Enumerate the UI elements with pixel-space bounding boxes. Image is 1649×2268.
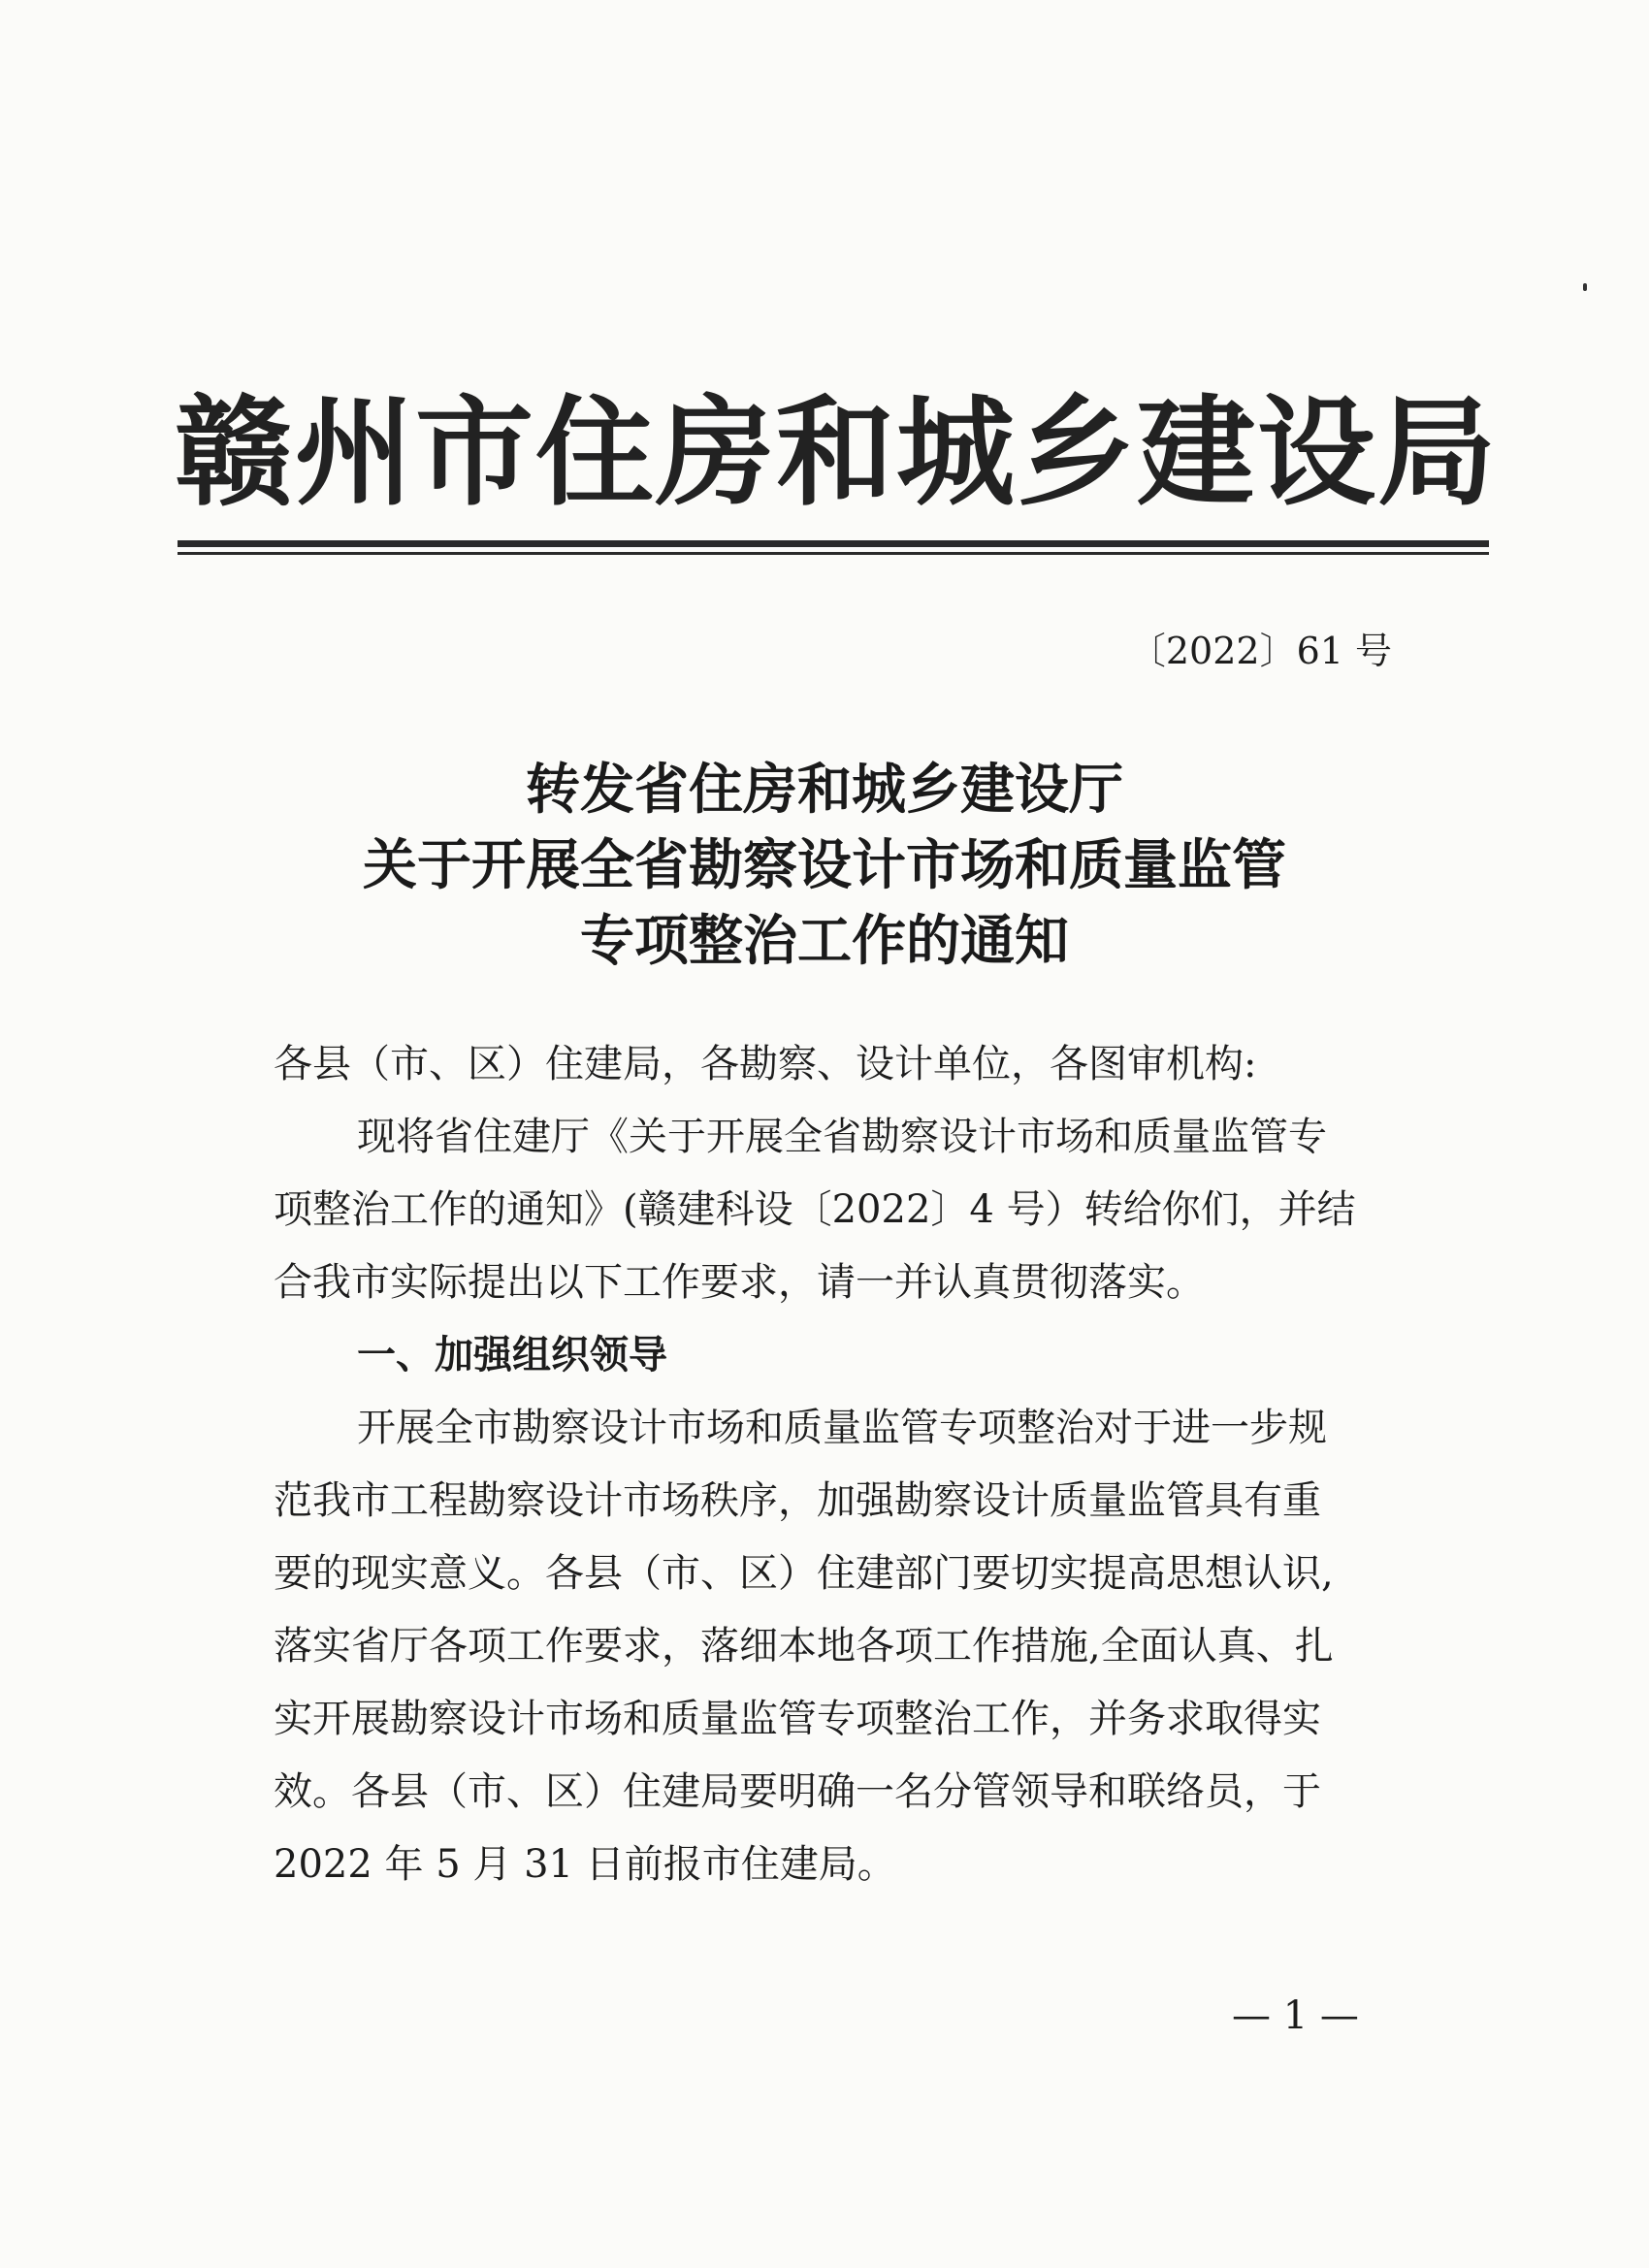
- document-number: 〔2022〕61 号: [1128, 630, 1392, 672]
- paragraph-2-line-7: 2022 年 5 月 31 日前报市住建局。: [274, 1842, 896, 1887]
- paragraph-2-line-6: 效。各县（市、区）住建局要明确一名分管领导和联络员，于: [274, 1769, 1321, 1814]
- section-heading-1: 一、加强组织领导: [357, 1333, 667, 1377]
- page-number: — 1 —: [1232, 1993, 1359, 2038]
- paragraph-1-line-3: 合我市实际提出以下工作要求，请一并认真贯彻落实。: [274, 1260, 1205, 1305]
- letterhead-title: 赣州市住房和城乡建设局: [175, 384, 1498, 522]
- document-body: [274, 1028, 1399, 1901]
- paragraph-1-line-1: 现将省住建厅《关于开展全省勘察设计市场和质量监管专: [357, 1115, 1327, 1159]
- paragraph-1-line-2: 项整治工作的通知》(赣建科设〔2022〕4 号）转给你们，并结: [274, 1187, 1356, 1232]
- document-title-line-1: 转发省住房和城乡建设厅: [526, 759, 1123, 822]
- scan-speck: [1583, 283, 1587, 291]
- paragraph-2-line-1: 开展全市勘察设计市场和质量监管专项整治对于进一步规: [357, 1406, 1327, 1450]
- salutation: 各县（市、区）住建局，各勘察、设计单位，各图审机构:: [274, 1042, 1257, 1086]
- document-title: [242, 753, 1406, 980]
- letterhead-rule-thin: [178, 552, 1489, 555]
- letterhead-rule-thick: [178, 540, 1489, 547]
- paragraph-2-line-3: 要的现实意义。各县（市、区）住建部门要切实提高思想认识,: [274, 1551, 1334, 1596]
- paragraph-2-line-2: 范我市工程勘察设计市场秩序，加强勘察设计质量监管具有重: [274, 1478, 1321, 1523]
- paragraph-2-line-5: 实开展勘察设计市场和质量监管专项整治工作，并务求取得实: [274, 1697, 1321, 1741]
- paragraph-2-line-4: 落实省厅各项工作要求，落细本地各项工作措施,全面认真、扎: [274, 1624, 1334, 1669]
- document-title-line-2: 关于开展全省勘察设计市场和质量监管: [363, 834, 1286, 897]
- document-title-line-3: 专项整治工作的通知: [580, 910, 1069, 973]
